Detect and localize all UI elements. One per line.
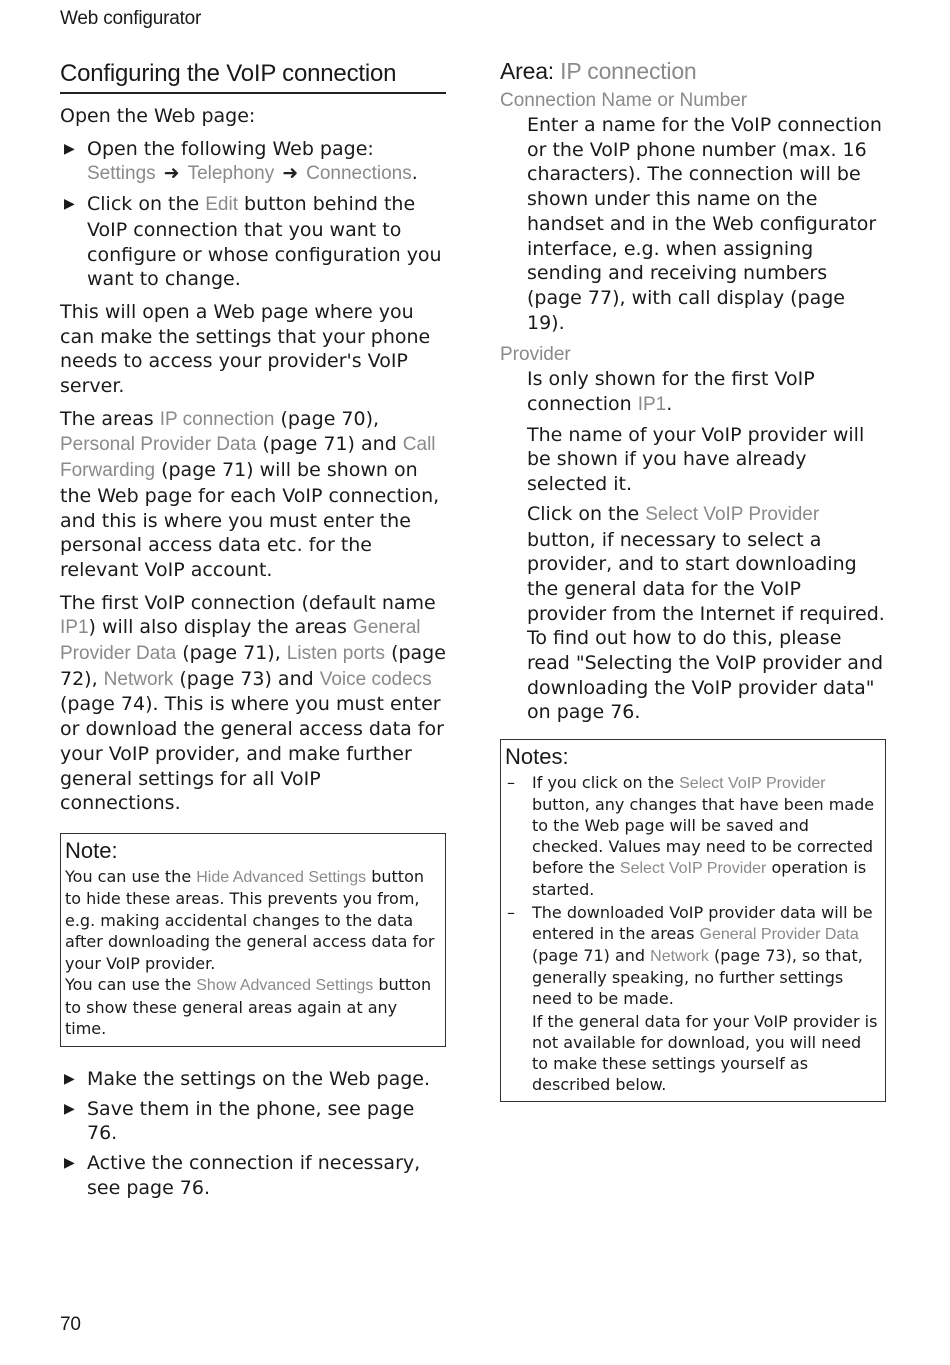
note-item-not-available: If the general data for your VoIP provider is not available for download, you will need to make these settings yourself as described below. xyxy=(532,1012,878,1095)
provider-heading: Provider xyxy=(500,344,571,366)
step-activate: ▶ Active the connection if necessary, see page 76. xyxy=(64,1152,421,1199)
right-column xyxy=(500,60,886,1102)
conn-name-body xyxy=(500,113,886,335)
area-heading: Area: IP connection xyxy=(500,58,697,84)
edit-button-ref: Edit xyxy=(205,194,238,216)
step-arrow-icon: ▶ xyxy=(64,140,75,157)
ref-ip1: IP1 xyxy=(637,394,667,416)
note-hide-settings: You can use the Hide Advanced Settings button to hide these areas. This prevents you from, e.g. making accidental changes to the data after downloading the general access data for your VoIP provider. xyxy=(65,866,435,973)
provider-body xyxy=(500,367,886,725)
select-voip-provider-ref: Select VoIP Provider xyxy=(645,503,820,525)
para-web-page: This will open a Web page where you can make the settings that your phone needs to access your provider's VoIP server. xyxy=(60,300,431,398)
area-name: IP connection xyxy=(560,58,697,84)
select-voip-provider-ref: Select VoIP Provider xyxy=(679,775,826,793)
ref-listen-ports: Listen ports xyxy=(286,643,386,665)
open-intro: Open the Web page: xyxy=(60,105,256,127)
ref-voice-codecs: Voice codecs xyxy=(319,668,432,690)
step-open-text: Open the following Web page: xyxy=(87,137,374,160)
dash-icon: – xyxy=(507,903,515,923)
step-arrow-icon: ▶ xyxy=(64,1100,75,1117)
step-make-settings: ▶ Make the settings on the Web page. xyxy=(64,1067,431,1090)
section-title: Configuring the VoIP connection xyxy=(60,60,446,94)
para-first-connection: The first VoIP connection (default name IP1) will also display the areas General Provider Data (page 71), Listen ports (page 72), Network (page 73) and Voice codecs (page 74). This is where you must enter or download the general access data for your VoIP provider, and make further general settings for all VoIP connections. xyxy=(60,591,446,815)
arrow-right-icon: ➜ xyxy=(282,162,299,185)
open-steps xyxy=(60,137,446,292)
ref-general-provider-data: General Provider Data xyxy=(60,617,421,665)
step-edit-pre: Click on the xyxy=(87,193,206,216)
note-title: Note: xyxy=(65,837,118,863)
note-item-select-provider: – If you click on the Select VoIP Provider button, any changes that have been made to the Web page will be saved and checked. Values may need to be corrected before the Select VoIP Provider operation is started. xyxy=(507,773,875,900)
provider-p2: The name of your VoIP provider will be shown if you have already selected it. xyxy=(527,423,865,496)
step-click-edit xyxy=(60,192,446,292)
ref-call-forwarding: Call Forwarding xyxy=(60,434,436,482)
note-item-downloaded-data: – The downloaded VoIP provider data will be entered in the areas General Provider Data (page 71) and Network (page 73), so that, generally speaking, no further settings need to be made. xyxy=(507,903,873,1009)
hide-advanced-settings-ref: Hide Advanced Settings xyxy=(196,868,367,886)
nav-telephony: Telephony xyxy=(187,163,275,185)
step-save: ▶ Save them in the phone, see page 76. xyxy=(64,1097,415,1145)
arrow-right-icon: ➜ xyxy=(163,162,180,185)
notes-title: Notes: xyxy=(505,744,569,770)
notes-box xyxy=(500,739,886,1102)
ref-network: Network xyxy=(103,668,174,690)
para-areas: The areas IP connection (page 70), Personal Provider Data (page 71) and Call Forwarding (page 71) will be shown on the Web page for each VoIP connection, and this is where you must enter the personal access data etc. for the relevant VoIP account. xyxy=(60,407,440,581)
nav-connections: Connections xyxy=(306,163,412,185)
provider-p3: Click on the Select VoIP Provider button, if necessary to select a provider, and to start downloading the general data for the VoIP provider from the Internet if required. To find out how to do this, please read "Selecting the VoIP provider and downloading the VoIP provider data" on page 76. xyxy=(527,502,885,724)
step-open-page xyxy=(60,137,446,187)
ref-ip1: IP1 xyxy=(60,617,89,639)
step-arrow-icon: ▶ xyxy=(64,196,75,213)
ref-personal-provider-data: Personal Provider Data xyxy=(60,434,257,456)
nav-settings: Settings xyxy=(87,163,156,185)
running-header: Web configurator xyxy=(60,8,202,29)
page-number: 70 xyxy=(60,1314,81,1335)
step-edit-post: button behind the VoIP connection that you want to configure or whose configuration you want to change. xyxy=(87,193,442,291)
ref-network: Network xyxy=(650,948,709,966)
provider-p1: Is only shown for the first VoIP connection IP1. xyxy=(527,368,815,416)
step-open-end: . xyxy=(411,162,418,185)
step-arrow-icon: ▶ xyxy=(64,1070,75,1087)
conn-name-heading: Connection Name or Number xyxy=(500,90,748,111)
ref-general-provider-data: General Provider Data xyxy=(699,926,859,944)
dash-icon: – xyxy=(507,773,515,793)
show-advanced-settings-ref: Show Advanced Settings xyxy=(196,977,374,995)
ref-ip-connection: IP connection xyxy=(159,408,275,430)
step-arrow-icon: ▶ xyxy=(64,1155,75,1172)
final-steps xyxy=(60,1067,446,1201)
select-voip-provider-ref: Select VoIP Provider xyxy=(619,860,767,878)
note-show-settings: You can use the Show Advanced Settings button to show these general areas again at any time. xyxy=(65,975,432,1039)
left-column xyxy=(60,60,446,1209)
conn-name-text: Enter a name for the VoIP connection or the VoIP phone number (max. 16 characters). The connection will be shown under this name on the handset and in the Web configurator interface, e.g. when assigning sending and receiving numbers (page 77), with call display (page 19). xyxy=(527,114,882,334)
note-box xyxy=(60,833,446,1047)
